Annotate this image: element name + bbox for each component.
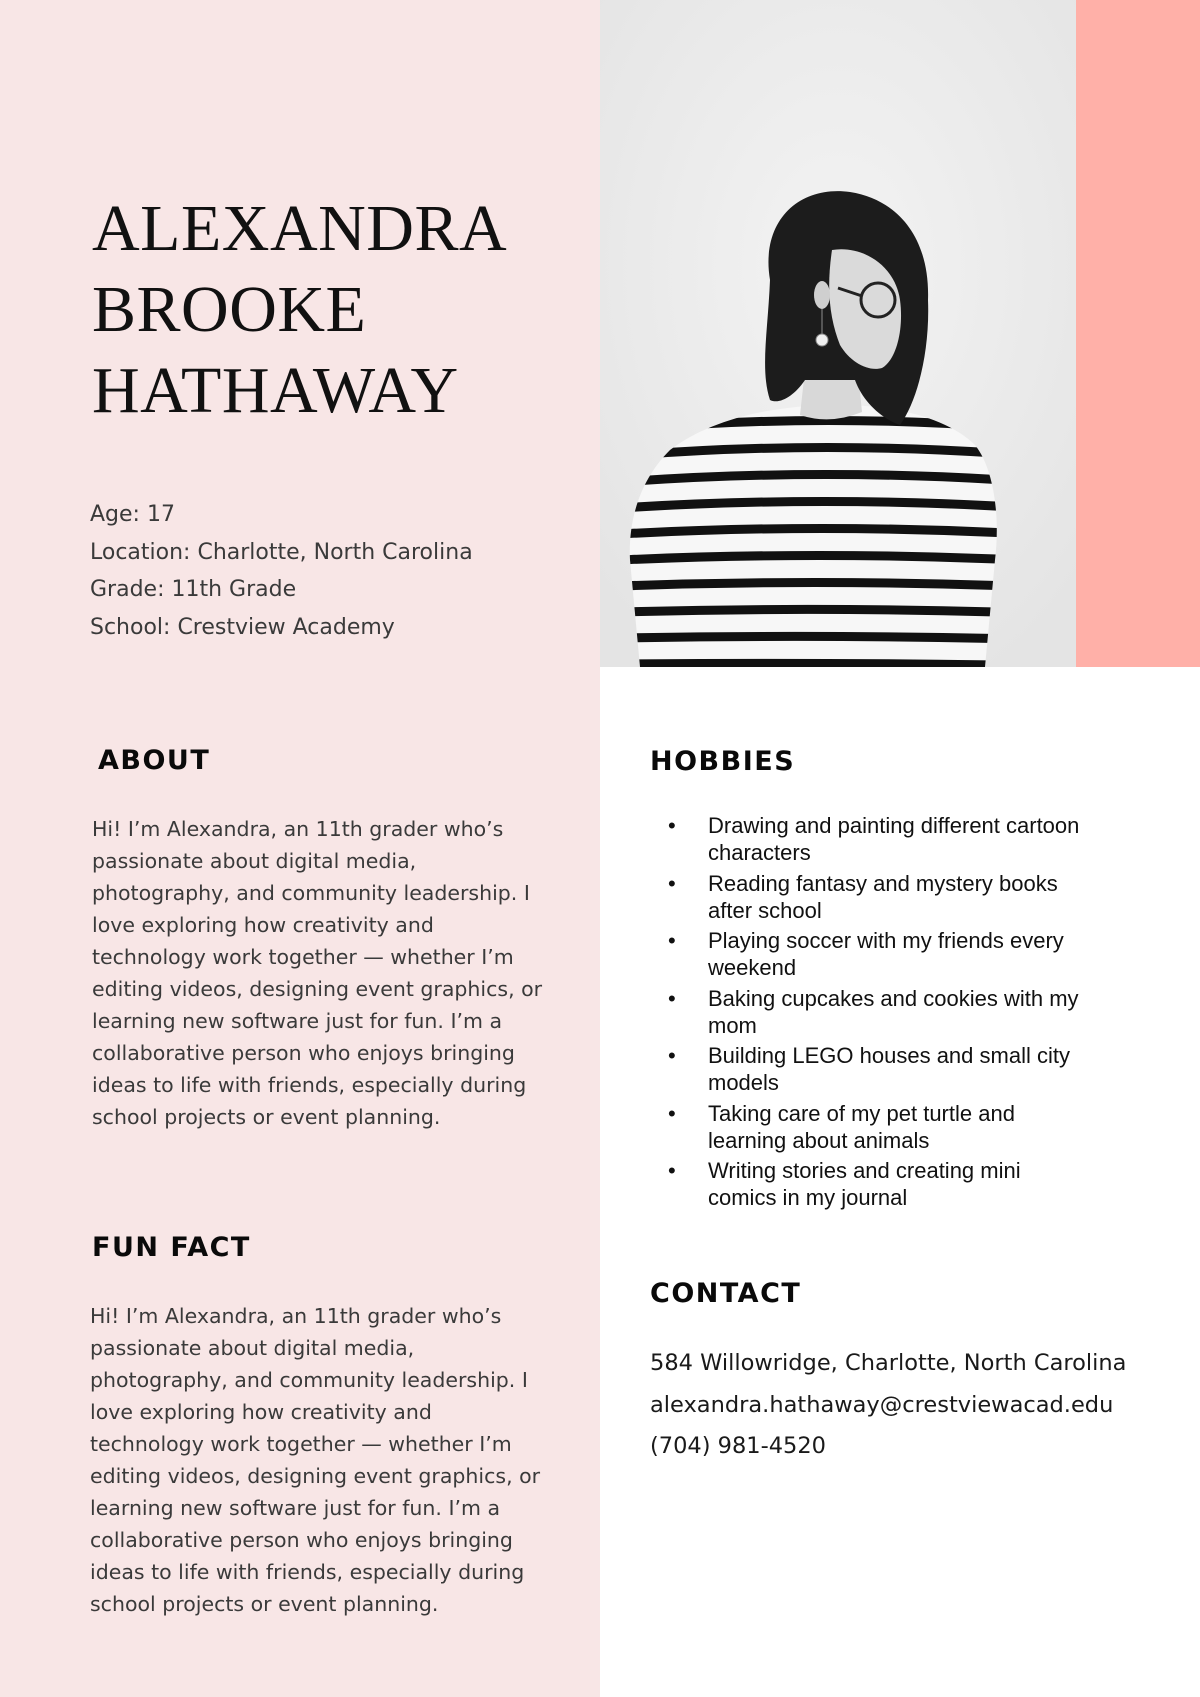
bullet-icon: • [668,985,676,1011]
fun-fact-heading: FUN FACT [92,1232,251,1263]
hobby-item: • Building LEGO houses and small city models [668,1043,1070,1095]
detail-grade: Grade: 11th Grade [90,577,297,602]
contact-address: 584 Willowridge, Charlotte, North Carolina [650,1350,1127,1376]
hobbies-list [650,812,1090,1215]
profile-details [90,496,473,646]
bullet-icon: • [668,928,676,953]
portrait-image-icon [600,0,1076,667]
hobby-item: • Baking cupcakes and cookies with my mom [668,985,1079,1038]
hobbies-heading: HOBBIES [650,746,796,777]
hobby-item: • Taking care of my pet turtle and learning about animals [668,1100,1015,1153]
hobby-item: • Writing stories and creating mini comics in my journal [668,1158,1021,1210]
profile-photo [600,0,1076,667]
hobby-item: • Reading fantasy and mystery books after school [668,870,1058,923]
name-line-first: ALEXANDRA [92,192,508,265]
hobby-item: • Drawing and painting different cartoon characters [668,813,1080,865]
contact-list [650,1343,1126,1468]
bullet-icon: • [668,1100,676,1126]
detail-age: Age: 17 [90,502,175,527]
about-heading: ABOUT [98,745,211,776]
name-line-middle: BROOKE [92,273,367,346]
detail-location: Location: Charlotte, North Carolina [90,539,473,565]
bullet-icon: • [668,813,676,838]
detail-school: School: Crestview Academy [90,614,395,640]
contact-phone[interactable]: (704) 981-4520 [650,1433,826,1459]
fun-fact-text: Hi! I’m Alexandra, an 11th grader who’s passionate about digital media, photography, and community leadership. I love exploring how creativity and technology work together — whether I’m editing videos, designing event graphics, or learning new software just for fun. I’m a collaborative person who enjoys bringing ideas to life with friends, especially during school projects or event planning. [90,1304,541,1616]
bullet-icon: • [668,1043,676,1068]
contact-email[interactable]: alexandra.hathaway@crestviewacad.edu [650,1391,1114,1418]
name-line-last: HATHAWAY [92,354,459,427]
about-text: Hi! I’m Alexandra, an 11th grader who’s passionate about digital media, photography, and community leadership. I love exploring how creativity and technology work together — whether I’m editing videos, designing event graphics, or learning new software just for fun. I’m a collaborative person who enjoys bringing ideas to life with friends, especially during school projects or event planning. [92,817,543,1129]
bullet-icon: • [668,870,676,896]
contact-heading: CONTACT [650,1278,802,1309]
bullet-icon: • [668,1158,676,1183]
hobby-item: • Playing soccer with my friends every weekend [668,928,1064,980]
accent-strip [1076,0,1200,667]
person-name [92,188,507,431]
